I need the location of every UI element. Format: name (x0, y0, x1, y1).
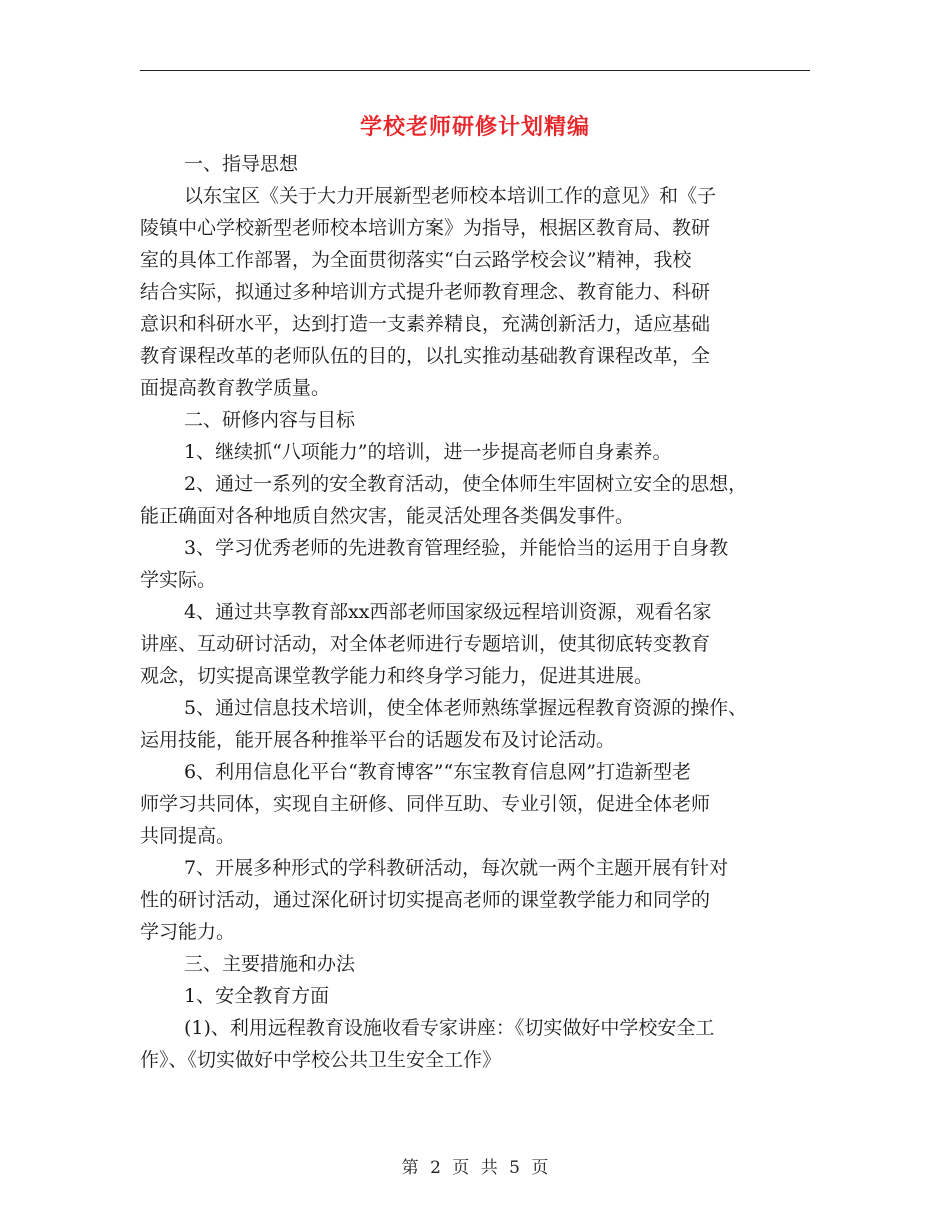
text-line: 结合实际，拟通过多种培训方式提升老师教育理念、教育能力、科研 (140, 281, 711, 303)
text-line: 观念，切实提高课堂教学能力和终身学习能力，促进其进展。 (140, 665, 654, 687)
text-line: 5、通过信息技术培训，使全体老师熟练掌握远程教育资源的操作、 (184, 697, 748, 719)
text-line: 以东宝区《关于大力开展新型老师校本培训工作的意见》和《子 (184, 185, 717, 207)
text-line: 运用技能，能开展各种推举平台的话题发布及讨论活动。 (140, 729, 616, 751)
text-line: 三、主要措施和办法 (184, 953, 356, 975)
text-line: (1)、利用远程教育设施收看专家讲座：《切实做好中学校安全工 (184, 1017, 715, 1039)
text-line: 4、通过共享教育部xx西部老师国家级远程培训资源，观看名家 (184, 601, 712, 623)
header-rule (140, 70, 810, 71)
text-line: 7、开展多种形式的学科教研活动，每次就一两个主题开展有针对 (184, 857, 729, 879)
text-line: 学实际。 (140, 569, 217, 591)
document-title: 学校老师研修计划精编 (359, 114, 590, 140)
document-body (140, 148, 820, 1076)
text-line: 室的具体工作部署，为全面贯彻落实“白云路学校会议”精神，我校 (140, 249, 692, 271)
text-line: 1、安全教育方面 (184, 985, 330, 1007)
text-line: 学习能力。 (140, 921, 236, 943)
text-line: 面提高教育教学质量。 (140, 377, 331, 399)
text-line: 讲座、互动研讨活动，对全体老师进行专题培训，使其彻底转变教育 (140, 633, 711, 655)
text-line: 教育课程改革的老师队伍的目的，以扎实推动基础教育课程改革，全 (140, 345, 711, 367)
text-line: 师学习共同体，实现自主研修、同伴互助、专业引领，促进全体老师 (140, 793, 711, 815)
text-line: 2、通过一系列的安全教育活动，使全体师生牢固树立安全的思想， (184, 473, 748, 495)
text-line: 6、利用信息化平台“教育博客”“东宝教育信息网”打造新型老 (184, 761, 691, 783)
page-footer: 第 2 页 共 5 页 (401, 1158, 549, 1178)
text-line: 二、研修内容与目标 (184, 409, 356, 431)
text-line: 作》、《切实做好中学校公共卫生安全工作》 (140, 1049, 502, 1071)
text-line: 陵镇中心学校新型老师校本培训方案》为指导，根据区教育局、教研 (140, 217, 711, 239)
text-line: 意识和科研水平，达到打造一支素养精良，充满创新活力，适应基础 (140, 313, 711, 335)
text-line: 一、指导思想 (184, 153, 299, 175)
text-line: 性的研讨活动，通过深化研讨切实提高老师的课堂教学能力和同学的 (140, 889, 711, 911)
text-line: 能正确面对各种地质自然灾害，能灵活处理各类偶发事件。 (140, 505, 635, 527)
text-line: 1、继续抓“八项能力”的培训，进一步提高老师自身素养。 (184, 441, 672, 463)
text-line: 3、学习优秀老师的先进教育管理经验，并能恰当的运用于自身教 (184, 537, 729, 559)
text-line: 共同提高。 (140, 825, 236, 847)
